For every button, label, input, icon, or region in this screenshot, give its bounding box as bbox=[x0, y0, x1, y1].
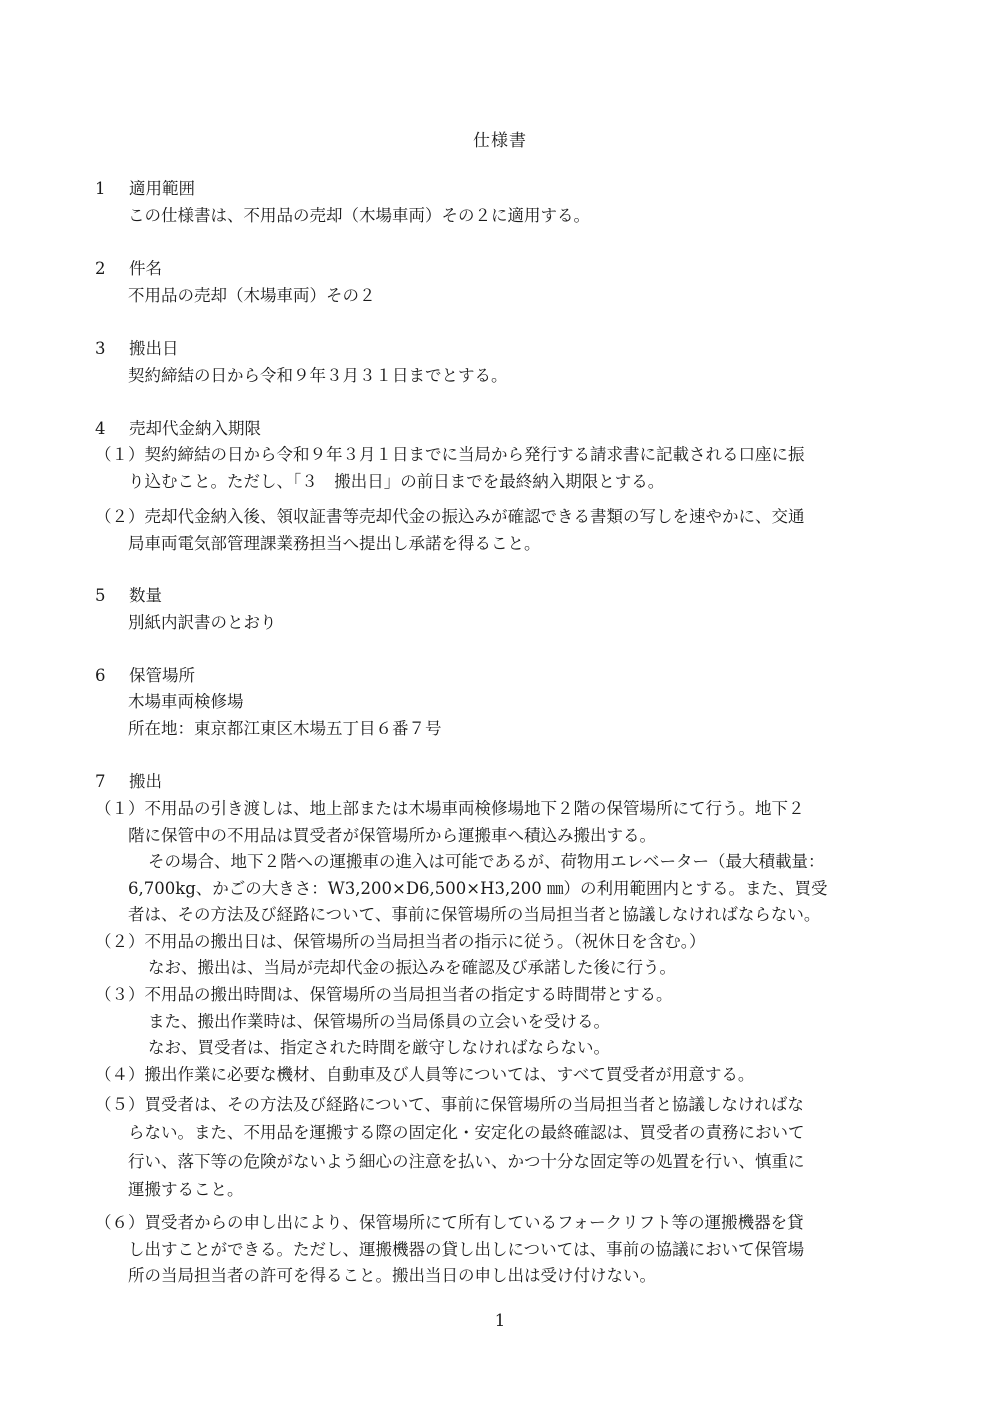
section-heading: 2 件名 bbox=[95, 259, 162, 278]
section-text: 所在地：東京都江東区木場五丁目６番７号 bbox=[128, 719, 442, 738]
section-text: この仕様書は、不用品の売却（木場車両）その２に適用する。 bbox=[128, 206, 590, 225]
section-heading: 1 適用範囲 bbox=[95, 179, 195, 198]
list-item: （２）不用品の搬出日は、保管場所の当局担当者の指示に従う。（祝休日を含む。） bbox=[95, 932, 706, 951]
section-text: 木場車両検修場 bbox=[128, 692, 244, 711]
list-item: （４）搬出作業に必要な機材、自動車及び人員等については、すべて買受者が用意する。 bbox=[95, 1065, 755, 1084]
list-item: （２）売却代金納入後、領収証書等売却代金の振込みが確認できる書類の写しを速やかに、交通 bbox=[95, 507, 805, 526]
list-item-continuation: 運搬すること。 bbox=[128, 1180, 244, 1199]
list-item: （１）不用品の引き渡しは、地上部または木場車両検修場地下２階の保管場所にて行う。地下２ bbox=[95, 799, 805, 818]
list-item-continuation: 6,700kg、かごの大きさ：W3,200×D6,500×H3,200 ㎜）の利用範囲内とする。また、買受 bbox=[128, 879, 828, 898]
section-text: 不用品の売却（木場車両）その２ bbox=[128, 286, 376, 305]
section-text: 契約締結の日から令和９年３月３１日までとする。 bbox=[128, 366, 508, 385]
section-text: 別紙内訳書のとおり bbox=[128, 613, 277, 632]
list-item-continuation: なお、買受者は、指定された時間を厳守しなければならない。 bbox=[148, 1038, 610, 1057]
list-item-continuation: 局車両電気部管理課業務担当へ提出し承諾を得ること。 bbox=[128, 534, 541, 553]
list-item-continuation: また、搬出作業時は、保管場所の当局係員の立会いを受ける。 bbox=[148, 1012, 610, 1031]
list-item: （５）買受者は、その方法及び経路について、事前に保管場所の当局担当者と協議しなければな bbox=[95, 1095, 804, 1114]
list-item-continuation: り込むこと。ただし、「３ 搬出日」の前日までを最終納入期限とする。 bbox=[128, 472, 665, 491]
list-item-continuation: 者は、その方法及び経路について、事前に保管場所の当局担当者と協議しなければならない。 bbox=[128, 905, 821, 924]
section-heading: 5 数量 bbox=[95, 586, 162, 605]
list-item: （３）不用品の搬出時間は、保管場所の当局担当者の指定する時間帯とする。 bbox=[95, 985, 673, 1004]
page-number: 1 bbox=[494, 1311, 506, 1330]
section-heading: 6 保管場所 bbox=[95, 666, 195, 685]
list-item-continuation: らない。また、不用品を運搬する際の固定化・安定化の最終確認は、買受者の責務において bbox=[128, 1123, 805, 1142]
list-item-continuation: その場合、地下２階への運搬車の進入は可能であるが、荷物用エレベーター（最大積載量： bbox=[148, 852, 825, 871]
section-heading: 3 搬出日 bbox=[95, 339, 179, 358]
list-item-continuation: 所の当局担当者の許可を得ること。搬出当日の申し出は受け付けない。 bbox=[128, 1266, 656, 1285]
list-item-continuation: 階に保管中の不用品は買受者が保管場所から運搬車へ積込み搬出する。 bbox=[128, 826, 656, 845]
list-item: （６）買受者からの申し出により、保管場所にて所有しているフォークリフト等の運搬機器を貸 bbox=[95, 1213, 804, 1232]
document-title: 仕様書 bbox=[473, 131, 527, 151]
list-item-continuation: 行い、落下等の危険がないよう細心の注意を払い、かつ十分な固定等の処置を行い、慎重に bbox=[128, 1152, 805, 1171]
list-item-continuation: なお、搬出は、当局が売却代金の振込みを確認及び承諾した後に行う。 bbox=[148, 958, 676, 977]
list-item: （１）契約締結の日から令和９年３月１日までに当局から発行する請求書に記載される口座に振 bbox=[95, 445, 805, 464]
section-heading: 7 搬出 bbox=[95, 772, 162, 791]
section-heading: 4 売却代金納入期限 bbox=[95, 419, 261, 438]
list-item-continuation: し出すことができる。ただし、運搬機器の貸し出しについては、事前の協議において保管場 bbox=[128, 1240, 805, 1259]
